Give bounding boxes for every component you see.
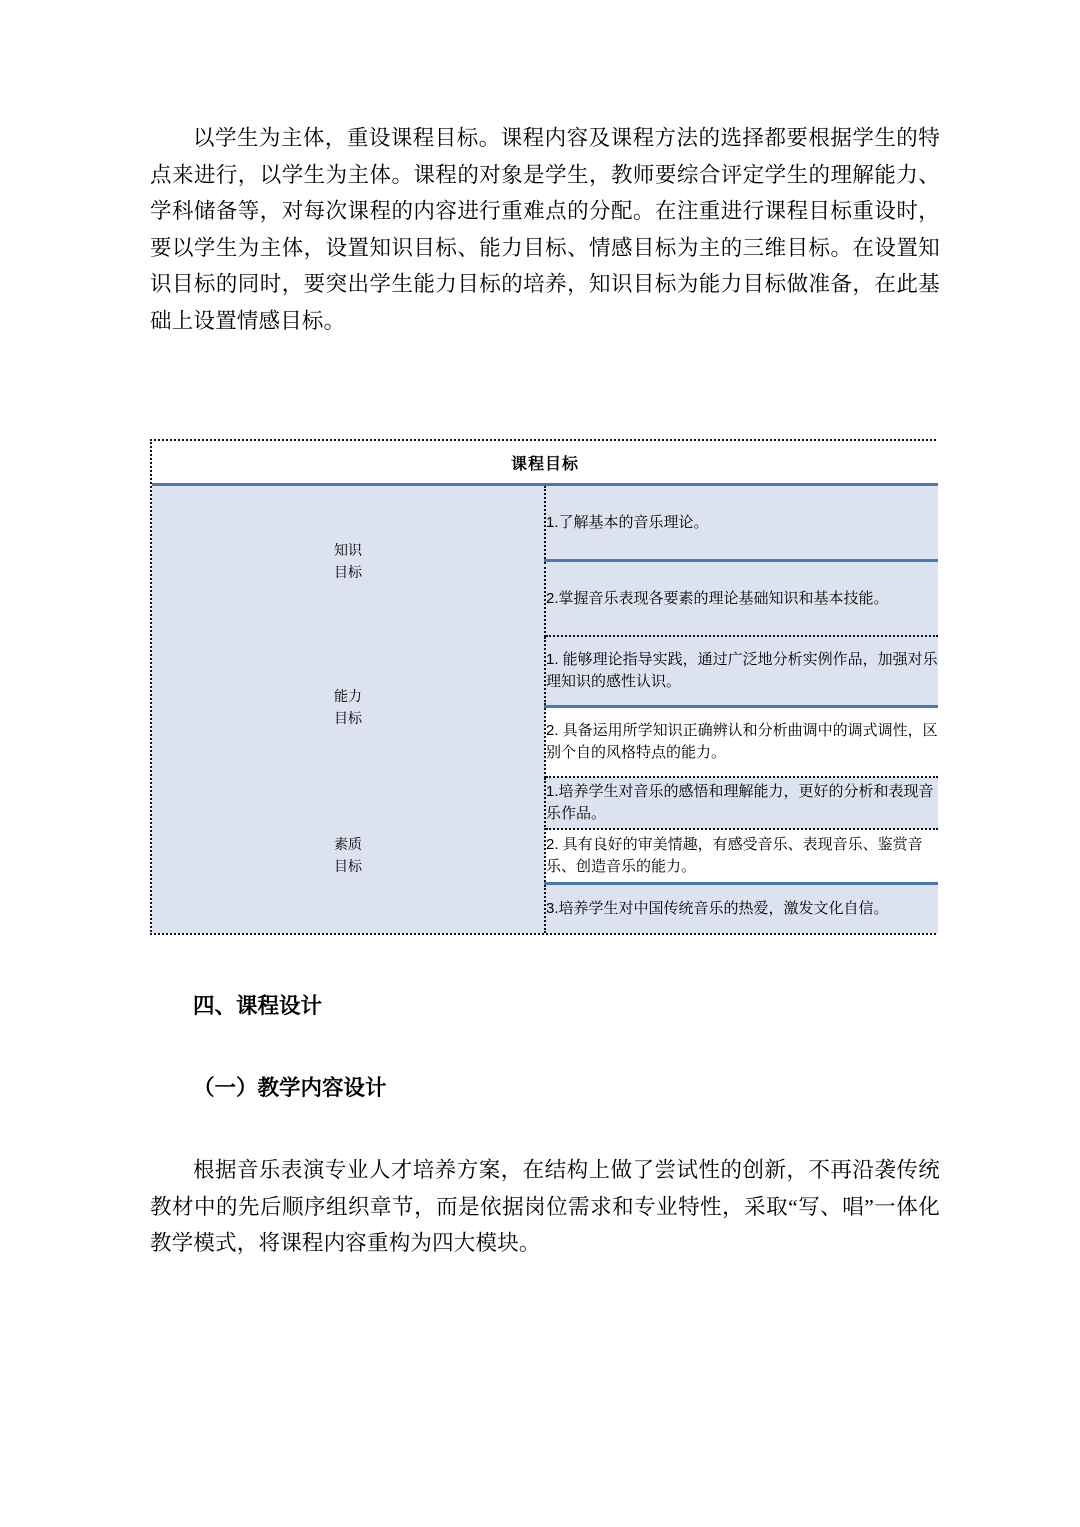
- intro-paragraph: 以学生为主体，重设课程目标。课程内容及课程方法的选择都要根据学生的特点来进行，以学生为主体。课程的对象是学生，教师要综合评定学生的理解能力、学科储备等，对每次课程的内容进行重难点的分配。在注重进行课程目标重设时，要以学生为主体，设置知识目标、能力目标、情感目标为主的三维目标。在设置知识目标的同时，要突出学生能力目标的培养，知识目标为能力目标做准备，在此基础上设置情感目标。: [150, 126, 940, 333]
- group-label-line2: 目标: [334, 564, 362, 580]
- group-label-line1: 知识: [334, 542, 362, 558]
- goal-item: 1.了解基本的音乐理论。: [545, 485, 938, 561]
- group-label-line2: 目标: [334, 858, 362, 874]
- goal-item: 1. 能够理论指导实践，通过广泛地分析实例作品，加强对乐理知识的感性认识。: [545, 636, 938, 707]
- subsection-heading: （一）教学内容设计: [193, 1076, 387, 1100]
- goal-item: 1.培养学生对音乐的感悟和理解能力，更好的分析和表现音乐作品。: [545, 777, 938, 829]
- page-content: [150, 110, 940, 1262]
- goal-item: 2. 具有良好的审美情趣，有感受音乐、表现音乐、鉴赏音乐、创造音乐的能力。: [545, 829, 938, 884]
- goal-item: 3.培养学生对中国传统音乐的热爱，激发文化自信。: [545, 884, 938, 934]
- table-row: [152, 777, 938, 829]
- table-row: [152, 636, 938, 707]
- group-label-line2: 目标: [334, 709, 362, 726]
- section-heading: 四、课程设计: [193, 994, 323, 1018]
- course-goals-table-container: [150, 439, 936, 935]
- goal-item: 2. 具备运用所学知识正确辨认和分析曲调中的调式调性，区别个自的风格特点的能力。: [545, 707, 938, 778]
- goal-item: 2.掌握音乐表现各要素的理论基础知识和基本技能。: [545, 561, 938, 637]
- body-paragraph: 根据音乐表演专业人才培养方案，在结构上做了尝试性的创新，不再沿袭传统教材中的先后顺序组织章节，而是依据岗位需求和专业特性，采取“写、唱”一体化教学模式，将课程内容重构为四大模块。: [150, 1158, 940, 1255]
- table-title-cell: 课程目标: [152, 441, 938, 485]
- group-label-quality: [152, 777, 545, 933]
- group-label-ability: [152, 636, 545, 777]
- course-goals-table: [152, 441, 938, 933]
- course-goals-table-frame: [150, 439, 936, 935]
- table-row: [152, 485, 938, 561]
- group-label-line1: 能力: [334, 687, 362, 704]
- group-label-knowledge: [152, 485, 545, 637]
- group-label-line1: 素质: [334, 836, 362, 852]
- table-header-row: [152, 441, 938, 485]
